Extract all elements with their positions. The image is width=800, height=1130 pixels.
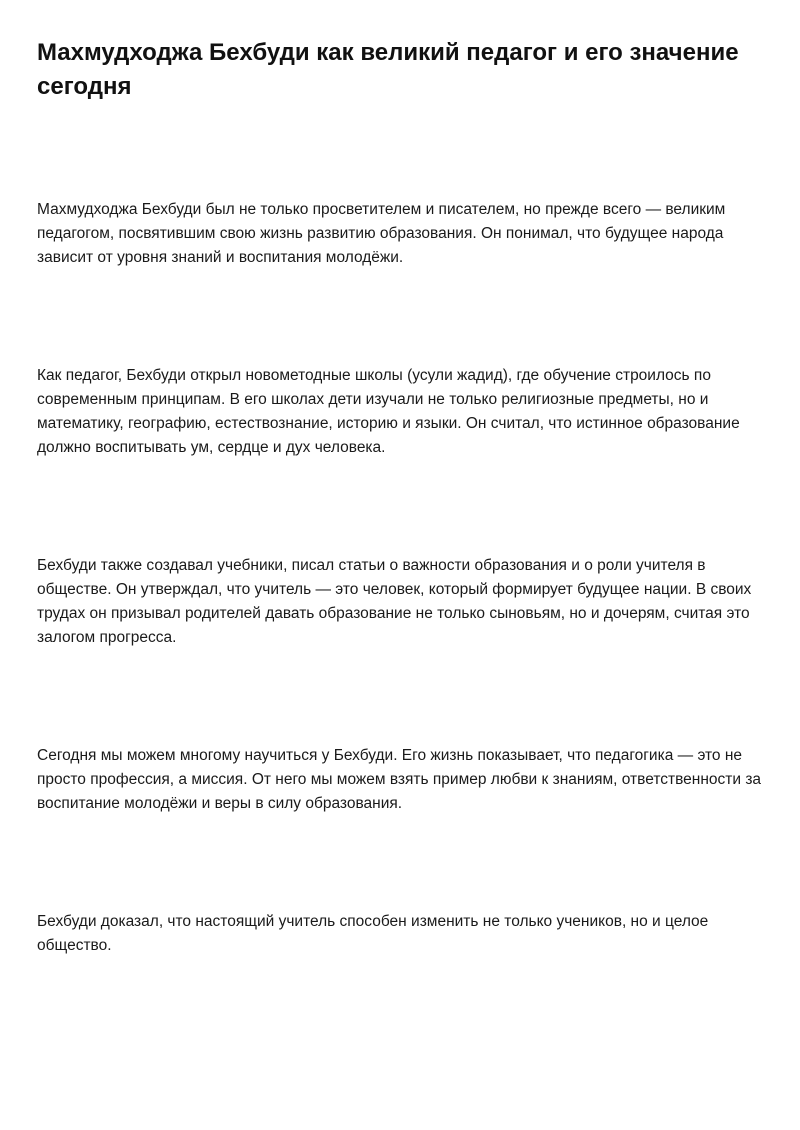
paragraph-schools: Как педагог, Бехбуди открыл новометодные школы (усули жадид), где обучение строилось по современным принципам. В его школах дети изучали не только религиозные предметы, но и математику, географию, естествознание, историю и языки. Он считал, что истинное образование должно воспитывать ум, сердце и дух человека. (37, 367, 740, 456)
paragraph-lessons-today: Сегодня мы можем многому научиться у Бехбуди. Его жизнь показывает, что педагогика — это не просто профессия, а миссия. От него мы можем взять пример любви к знаниям, ответственности за воспитание молодёжи и веры в силу образования. (37, 747, 762, 812)
paragraph-intro: Махмудходжа Бехбуди был не только просветителем и писателем, но прежде всего — великим педагогом, посвятившим свою жизнь развитию образования. Он понимал, что будущее народа зависит от уровня знаний и воспитания молодёжи. (37, 201, 726, 266)
paragraph-conclusion: Бехбуди доказал, что настоящий учитель способен изменить не только учеников, но и целое общество. (37, 913, 709, 954)
paragraph-textbooks: Бехбуди также создавал учебники, писал статьи о важности образования и о роли учителя в обществе. Он утверждал, что учитель — это человек, который формирует будущее нации. В своих трудах он призывал родителей давать образование не только сыновьям, но и дочерям, считая это залогом прогресса. (37, 557, 752, 646)
page-title: Махмудходжа Бехбуди как великий педагог и его значение сегодня (37, 39, 739, 100)
